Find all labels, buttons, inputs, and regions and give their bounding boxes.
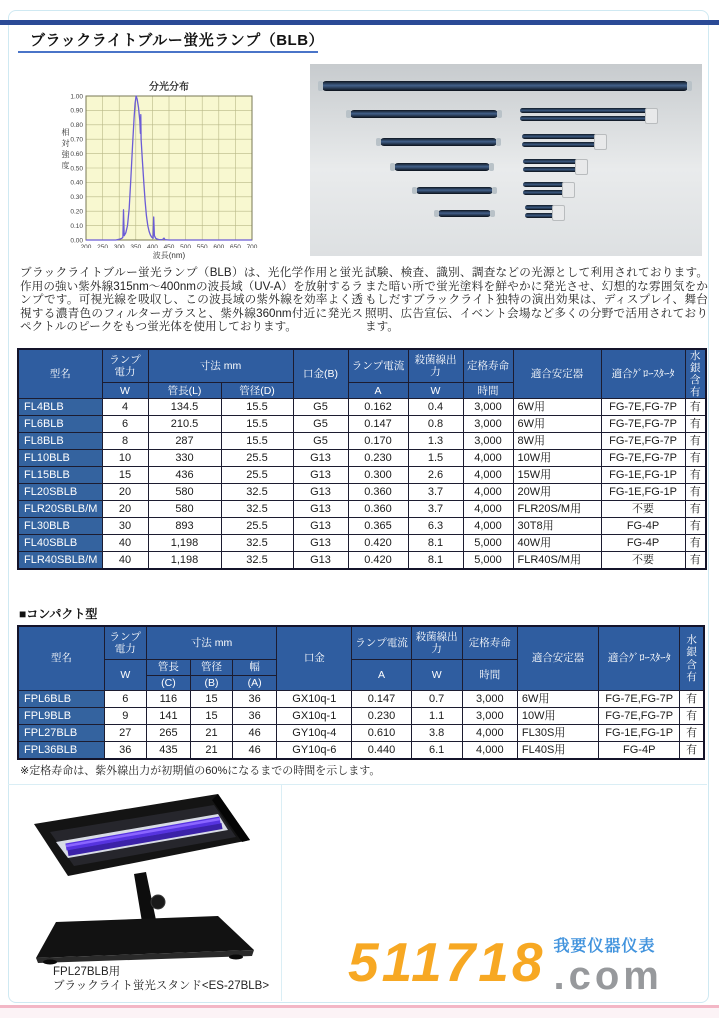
table-row (18, 691, 704, 708)
table-row (18, 725, 704, 742)
bottom-pink-area (0, 1008, 719, 1018)
table-cell: 134.5 (148, 399, 221, 416)
table-cell: FL4BLB (18, 399, 102, 416)
col-power-unit: W (102, 383, 148, 399)
table-cell: GX10q-1 (277, 691, 352, 708)
bottom-divider-vertical (281, 784, 282, 1001)
table-cell: 36 (233, 708, 277, 725)
table-cell: 8W用 (513, 433, 601, 450)
table-cell: 116 (146, 691, 190, 708)
table-cell: 40 (102, 552, 148, 570)
chart-plot-area (30, 76, 306, 248)
table-cell: 有 (685, 535, 706, 552)
col-model: 型名 (18, 349, 102, 399)
table-cell: GX10q-1 (277, 708, 352, 725)
table-cell: FG-7E,FG-7P (601, 416, 685, 433)
chart-y-axis-label: 相対強度 (61, 128, 70, 172)
compact-tube (525, 205, 565, 219)
table-cell: FL40SBLB (18, 535, 102, 552)
table-cell: FLR40SBLB/M (18, 552, 102, 570)
table-cell: 不要 (601, 501, 685, 518)
table-cell: 580 (148, 501, 221, 518)
table-cell: 0.8 (408, 416, 463, 433)
col-width: 幅 (233, 660, 277, 676)
table-cell: 有 (685, 518, 706, 535)
table-cell: 6W用 (517, 691, 598, 708)
col-output: 殺菌線出力 (411, 626, 462, 660)
table-cell: FL8BLB (18, 433, 102, 450)
table-cell: 0.230 (352, 708, 411, 725)
stand-caption-line2: ブラックライト蛍光スタンド<ES-27BLB> (53, 979, 270, 992)
svg-text:1.00: 1.00 (70, 93, 83, 101)
table-row (18, 501, 706, 518)
col-output-unit: W (411, 660, 462, 691)
col-power: ランプ電力 (102, 349, 148, 383)
table-cell: FLR20S/M用 (513, 501, 601, 518)
table-cell: 4,000 (462, 742, 517, 760)
col-current-unit: A (348, 383, 408, 399)
svg-text:600: 600 (213, 244, 225, 248)
table-cell: 36 (233, 691, 277, 708)
col-ballast: 適合安定器 (513, 349, 601, 399)
table-cell: 25.5 (221, 518, 293, 535)
table-cell: 32.5 (221, 484, 293, 501)
table-cell: 有 (685, 552, 706, 570)
col-length: 管長 (146, 660, 190, 676)
table-cell: 3,000 (463, 433, 513, 450)
col-power-unit: W (104, 660, 146, 691)
table-cell: 27 (104, 725, 146, 742)
table-cell: G13 (293, 501, 348, 518)
table-cell: 有 (685, 467, 706, 484)
table-cell: 3,000 (462, 691, 517, 708)
col-life-unit: 時間 (462, 660, 517, 691)
table-cell: 25.5 (221, 450, 293, 467)
table-cell: 40W用 (513, 535, 601, 552)
table-cell: FPL6BLB (18, 691, 104, 708)
table-cell: FL20SBLB (18, 484, 102, 501)
table-cell: 46 (233, 742, 277, 760)
table-cell: 141 (146, 708, 190, 725)
page-title: ブラックライトブルー蛍光ランプ（BLB） (30, 32, 325, 49)
table-cell: FPL9BLB (18, 708, 104, 725)
col-base: 口金(B) (293, 349, 348, 399)
svg-text:350: 350 (130, 244, 142, 248)
table-cell: FG-1E,FG-1P (599, 725, 680, 742)
svg-text:250: 250 (97, 244, 109, 248)
col-diameter-code: (B) (190, 676, 232, 691)
col-current: ランプ電流 (352, 626, 411, 660)
table-cell: FG-4P (601, 535, 685, 552)
table-cell: 1,198 (148, 535, 221, 552)
table-cell: FLR20SBLB/M (18, 501, 102, 518)
fluorescent-tube (394, 163, 490, 171)
table-cell: 有 (680, 691, 704, 708)
table-cell: 10W用 (517, 708, 598, 725)
compact-table-body (18, 691, 704, 760)
table-cell: 46 (233, 725, 277, 742)
table-cell: 25.5 (221, 467, 293, 484)
table-cell: 有 (685, 433, 706, 450)
table-cell: G13 (293, 552, 348, 570)
compact-table-header (18, 626, 704, 691)
table-cell: 0.610 (352, 725, 411, 742)
col-current-unit: A (352, 660, 411, 691)
compact-tube (523, 159, 588, 173)
table-cell: 0.360 (348, 484, 408, 501)
svg-text:0.90: 0.90 (70, 107, 83, 115)
table-cell: 21 (190, 725, 232, 742)
table-cell: G5 (293, 399, 348, 416)
table-cell: 5,000 (463, 535, 513, 552)
table-cell: 0.440 (352, 742, 411, 760)
table-cell: 有 (685, 416, 706, 433)
table-cell: 1.5 (408, 450, 463, 467)
lamp-stand-photo (22, 790, 270, 965)
table-row (18, 518, 706, 535)
fluorescent-tube (380, 138, 497, 146)
main-table-body (18, 399, 706, 570)
table-cell: 4 (102, 399, 148, 416)
svg-text:0.30: 0.30 (70, 194, 83, 202)
table-cell: 5,000 (463, 552, 513, 570)
table-cell: FL40S用 (517, 742, 598, 760)
table-cell: 0.7 (411, 691, 462, 708)
fluorescent-tube (350, 110, 498, 118)
table-cell: 287 (148, 433, 221, 450)
svg-text:700: 700 (246, 244, 258, 248)
title-underline (18, 51, 318, 53)
table-cell: 20 (102, 501, 148, 518)
table-cell: 3,000 (463, 399, 513, 416)
intro-paragraph-right: 試験、検査、識別、調査などの光源として利用されております。また暗い所で蛍光塗料を鮮やかに発光させ、幻想的な雰囲気をかもしだすブラックライト独特の演出効果は、ディスプレイ、舞台照明、広告宣伝、イベント会場など多くの分野で活用されております。 (365, 266, 708, 334)
chart-x-axis-label: 波長(nm) (152, 251, 186, 260)
col-length-code: (C) (146, 676, 190, 691)
table-cell: 有 (680, 742, 704, 760)
fluorescent-tube (416, 187, 493, 194)
col-dimensions: 寸法 mm (146, 626, 276, 660)
table-cell: FG-7E,FG-7P (601, 399, 685, 416)
table-cell: FG-7E,FG-7P (599, 708, 680, 725)
svg-text:200: 200 (80, 244, 92, 248)
fluorescent-tube (322, 81, 688, 91)
table-cell: 0.420 (348, 552, 408, 570)
col-current: ランプ電流 (348, 349, 408, 383)
svg-text:450: 450 (163, 244, 175, 248)
table-cell: 36 (104, 742, 146, 760)
compact-tube (520, 108, 658, 122)
table-cell: 4,000 (463, 484, 513, 501)
table-cell: 有 (680, 708, 704, 725)
table-cell: FPL36BLB (18, 742, 104, 760)
table-cell: 30T8用 (513, 518, 601, 535)
table-cell: 15 (190, 691, 232, 708)
table-cell: 0.360 (348, 501, 408, 518)
table-cell: 32.5 (221, 552, 293, 570)
table-cell: 6 (104, 691, 146, 708)
table-cell: FG-4P (601, 518, 685, 535)
compact-spec-table (17, 625, 705, 760)
col-ballast: 適合安定器 (517, 626, 598, 691)
table-cell: 15.5 (221, 433, 293, 450)
col-dimensions: 寸法 mm (148, 349, 293, 383)
logo-domain: .com (553, 954, 663, 998)
stand-caption-line1: FPL27BLB用 (53, 966, 121, 978)
table-row (18, 433, 706, 450)
table-cell: G13 (293, 484, 348, 501)
table-row (18, 484, 706, 501)
table-cell: 4,000 (463, 450, 513, 467)
fluorescent-tube (438, 210, 491, 217)
col-diameter: 管径 (190, 660, 232, 676)
table-cell: 435 (146, 742, 190, 760)
col-life: 定格寿命 (463, 349, 513, 383)
table-cell: 6W用 (513, 399, 601, 416)
table-cell: 0.147 (352, 691, 411, 708)
table-cell: 不要 (601, 552, 685, 570)
table-cell: 0.420 (348, 535, 408, 552)
table-cell: FLR40S/M用 (513, 552, 601, 570)
table-cell: G13 (293, 535, 348, 552)
rated-life-note: ※定格寿命は、紫外線出力が初期値の60%になるまでの時間を示します。 (20, 765, 381, 777)
table-cell: FG-1E,FG-1P (601, 484, 685, 501)
table-cell: 15.5 (221, 416, 293, 433)
table-cell: 有 (685, 399, 706, 416)
table-cell: 15 (102, 467, 148, 484)
table-cell: 10W用 (513, 450, 601, 467)
table-row (18, 399, 706, 416)
table-row (18, 416, 706, 433)
col-base: 口金 (277, 626, 352, 691)
col-length: 管長(L) (148, 383, 221, 399)
spectral-chart (30, 76, 306, 266)
table-cell: 4,000 (463, 518, 513, 535)
table-cell: 3.8 (411, 725, 462, 742)
table-cell: 有 (685, 484, 706, 501)
stand-caption (53, 966, 269, 993)
table-cell: FG-7E,FG-7P (599, 691, 680, 708)
table-cell: 32.5 (221, 501, 293, 518)
table-cell: 8.1 (408, 535, 463, 552)
table-cell: 4,000 (463, 467, 513, 484)
table-cell: FG-7E,FG-7P (601, 433, 685, 450)
table-cell: FL6BLB (18, 416, 102, 433)
svg-text:300: 300 (113, 244, 125, 248)
table-cell: G13 (293, 518, 348, 535)
col-mercury: 水銀含有 (685, 349, 706, 399)
svg-text:0.00: 0.00 (70, 237, 83, 245)
table-cell: 3.7 (408, 501, 463, 518)
table-cell: FL15BLB (18, 467, 102, 484)
svg-text:0.80: 0.80 (70, 122, 83, 130)
table-cell: 6W用 (513, 416, 601, 433)
table-cell: 21 (190, 742, 232, 760)
table-cell: 4,000 (463, 501, 513, 518)
table-cell: 40 (102, 535, 148, 552)
table-cell: 15W用 (513, 467, 601, 484)
table-cell: 6.1 (411, 742, 462, 760)
table-cell: 1,198 (148, 552, 221, 570)
table-cell: 3,000 (463, 416, 513, 433)
table-cell: 1.3 (408, 433, 463, 450)
table-cell: G13 (293, 467, 348, 484)
top-accent-bar (0, 20, 719, 25)
table-cell: 有 (685, 501, 706, 518)
table-cell: 3,000 (462, 708, 517, 725)
table-cell: 0.147 (348, 416, 408, 433)
table-cell: 580 (148, 484, 221, 501)
col-model: 型名 (18, 626, 104, 691)
table-row (18, 742, 704, 760)
table-cell: FL10BLB (18, 450, 102, 467)
table-cell: FG-4P (599, 742, 680, 760)
svg-text:0.60: 0.60 (70, 150, 83, 158)
compact-section-heading: ■コンパクト型 (19, 607, 98, 621)
table-cell: 8 (102, 433, 148, 450)
table-cell: 1.1 (411, 708, 462, 725)
table-cell: 6 (102, 416, 148, 433)
table-cell: 0.170 (348, 433, 408, 450)
table-cell: FPL27BLB (18, 725, 104, 742)
table-cell: G13 (293, 450, 348, 467)
table-row (18, 535, 706, 552)
col-life-unit: 時間 (463, 383, 513, 399)
table-row (18, 450, 706, 467)
intro-paragraph-left: ブラックライトブルー蛍光ランプ（BLB）は、光化学作用と蛍光作用の強い紫外線315nm～400nmの波長域（UV-A）を放射するランプです。可視光線を吸収し、この波長域の紫外線を効率よく透視する濃青色のフィルターガラスと、紫外線360nm付近に発光スペクトルのピークをもつ蛍光体を使用しております。 (20, 266, 363, 334)
table-cell: 0.162 (348, 399, 408, 416)
svg-text:400: 400 (146, 244, 158, 248)
table-cell: 4,000 (462, 725, 517, 742)
table-cell: 436 (148, 467, 221, 484)
svg-text:550: 550 (196, 244, 208, 248)
table-cell: 2.6 (408, 467, 463, 484)
logo-number: 511718 (348, 931, 546, 993)
col-output-unit: W (408, 383, 463, 399)
table-cell: 0.4 (408, 399, 463, 416)
col-mercury: 水銀含有 (680, 626, 704, 691)
main-spec-table (17, 348, 707, 570)
col-starter: 適合ｸﾞﾛｰｽﾀｰﾀ (599, 626, 680, 691)
bottom-divider-horizontal (8, 784, 707, 785)
lamps-product-photo (310, 64, 702, 256)
table-cell: 0.300 (348, 467, 408, 484)
table-row (18, 708, 704, 725)
table-row (18, 552, 706, 570)
table-cell: FL30BLB (18, 518, 102, 535)
logo-tagline: 我要仪器仪表 (553, 938, 656, 955)
table-cell: G5 (293, 433, 348, 450)
table-cell: 30 (102, 518, 148, 535)
table-cell: FG-1E,FG-1P (601, 467, 685, 484)
table-cell: 0.230 (348, 450, 408, 467)
svg-text:0.40: 0.40 (70, 179, 83, 187)
compact-tube (522, 134, 607, 148)
main-table-header (18, 349, 706, 399)
table-cell: 有 (685, 450, 706, 467)
table-cell: FG-7E,FG-7P (601, 450, 685, 467)
table-cell: 330 (148, 450, 221, 467)
chart-title: 分光分布 (149, 82, 189, 93)
table-cell: FL30S用 (517, 725, 598, 742)
compact-tube (523, 182, 575, 196)
table-cell: 15 (190, 708, 232, 725)
svg-text:500: 500 (180, 244, 192, 248)
table-cell: GY10q-6 (277, 742, 352, 760)
col-output: 殺菌線出力 (408, 349, 463, 383)
svg-text:0.70: 0.70 (70, 136, 83, 144)
table-cell: 6.3 (408, 518, 463, 535)
table-cell: 20W用 (513, 484, 601, 501)
site-watermark-logo (348, 931, 663, 998)
table-cell: 265 (146, 725, 190, 742)
table-cell: 32.5 (221, 535, 293, 552)
table-cell: 有 (680, 725, 704, 742)
col-power: ランプ電力 (104, 626, 146, 660)
table-cell: 20 (102, 484, 148, 501)
col-width-code: (A) (233, 676, 277, 691)
col-starter: 適合ｸﾞﾛｰｽﾀｰﾀ (601, 349, 685, 399)
table-row (18, 467, 706, 484)
table-cell: 893 (148, 518, 221, 535)
table-cell: 0.365 (348, 518, 408, 535)
table-cell: 210.5 (148, 416, 221, 433)
svg-text:650: 650 (229, 244, 241, 248)
table-cell: 3.7 (408, 484, 463, 501)
table-cell: G5 (293, 416, 348, 433)
svg-text:0.50: 0.50 (70, 165, 83, 173)
table-cell: 9 (104, 708, 146, 725)
col-diameter: 管径(D) (221, 383, 293, 399)
table-cell: GY10q-4 (277, 725, 352, 742)
table-cell: 15.5 (221, 399, 293, 416)
table-cell: 8.1 (408, 552, 463, 570)
svg-text:0.20: 0.20 (70, 208, 83, 216)
col-life: 定格寿命 (462, 626, 517, 660)
table-cell: 10 (102, 450, 148, 467)
svg-text:0.10: 0.10 (70, 222, 83, 230)
